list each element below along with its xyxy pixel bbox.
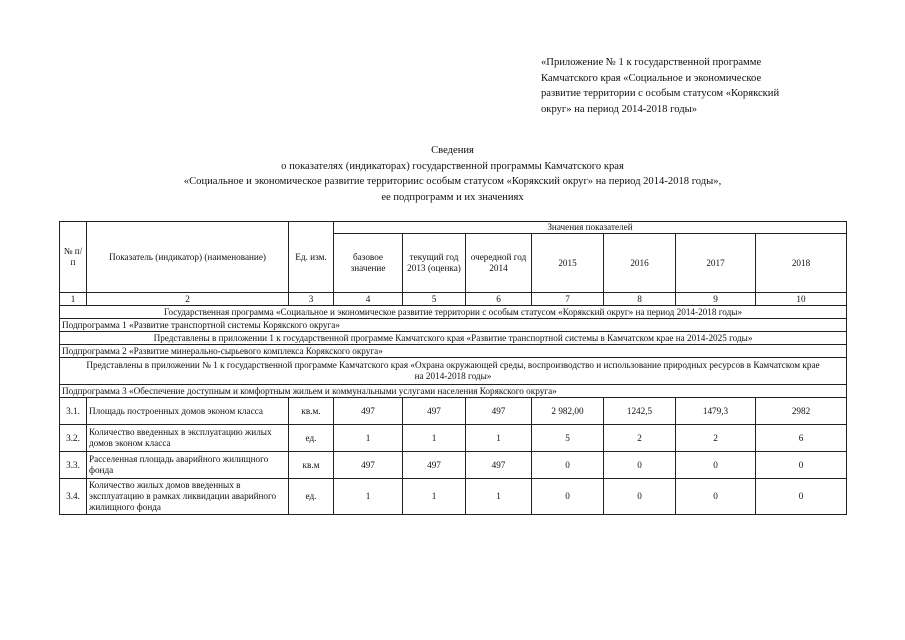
column-number: 2 [87, 293, 289, 306]
subprogram-2-note: Представлены в приложении № 1 к государственной программе Камчатского края «Охрана окружающей среды, воспроизводство и использование природных ресурсов в Камчатском крае на 2014-2018 годы» [60, 358, 847, 385]
row-current: 1 [403, 479, 466, 515]
row-2016: 2 [604, 425, 676, 452]
row-2017: 0 [676, 452, 756, 479]
document-heading [60, 143, 845, 205]
table-row [60, 479, 847, 515]
row-number: 3.4. [60, 479, 87, 515]
program-row [60, 306, 847, 319]
row-indicator: Количество введенных в эксплуатацию жилых домов эконом класса [87, 425, 289, 452]
column-number: 8 [604, 293, 676, 306]
row-2015: 2 982,00 [532, 398, 604, 425]
row-2015: 0 [532, 452, 604, 479]
row-base: 497 [334, 452, 403, 479]
heading-title: Сведения [431, 145, 474, 156]
program-title: Государственная программа «Социальное и экономическое развитие территории с особым статусом «Корякский округ» на период 2014-2018 годы» [60, 306, 847, 319]
table-row [60, 452, 847, 479]
row-unit: ед. [289, 425, 334, 452]
row-2017: 1479,3 [676, 398, 756, 425]
table-row [60, 425, 847, 452]
row-2015: 0 [532, 479, 604, 515]
subprogram-row [60, 385, 847, 398]
row-2017: 0 [676, 479, 756, 515]
column-number: 4 [334, 293, 403, 306]
column-number: 9 [676, 293, 756, 306]
header-year: 2016 [604, 234, 676, 293]
row-2018: 6 [756, 425, 847, 452]
row-current: 497 [403, 398, 466, 425]
row-number: 3.2. [60, 425, 87, 452]
row-indicator: Расселенная площадь аварийного жилищного фонда [87, 452, 289, 479]
row-2016: 0 [604, 479, 676, 515]
column-number: 7 [532, 293, 604, 306]
row-next: 497 [466, 398, 532, 425]
header-current: текущий год 2013 (оценка) [403, 234, 466, 293]
header-indicator: Показатель (индикатор) (наименование) [87, 222, 289, 293]
row-2018: 0 [756, 479, 847, 515]
row-2015: 5 [532, 425, 604, 452]
row-next: 1 [466, 479, 532, 515]
indicators-table [59, 221, 847, 515]
header-values-group: Значения показателей [334, 222, 847, 234]
subprogram-2-title: Подпрограмма 2 «Развитие минерально-сырьевого комплекса Корякского округа» [60, 345, 847, 358]
header-group-row [60, 222, 847, 234]
row-2018: 0 [756, 452, 847, 479]
header-unit: Ед. изм. [289, 222, 334, 293]
subprogram-3-title: Подпрограмма 3 «Обеспечение доступным и комфортным жильем и коммунальными услугами населения Корякского округа» [60, 385, 847, 398]
subprogram-row [60, 319, 847, 332]
column-numbers-row [60, 293, 847, 306]
appendix-line: развитие территории с особым статусом «Корякский [541, 88, 780, 100]
row-2016: 1242,5 [604, 398, 676, 425]
row-base: 1 [334, 425, 403, 452]
column-number: 3 [289, 293, 334, 306]
header-year: 2015 [532, 234, 604, 293]
subprogram-note-row [60, 332, 847, 345]
row-base: 497 [334, 398, 403, 425]
heading-line: «Социальное и экономическое развитие территориис особым статусом «Корякский округ» на период 2014-2018 годы», [183, 176, 722, 187]
row-unit: кв.м. [289, 398, 334, 425]
row-current: 497 [403, 452, 466, 479]
appendix-line: «Приложение № 1 к государственной программе [541, 57, 762, 68]
heading-line: о показателях (индикаторах) государственной программы Камчатского края [281, 160, 624, 172]
subprogram-1-title: Подпрограмма 1 «Развитие транспортной системы Корякского округа» [60, 319, 847, 332]
header-next: очередной год 2014 [466, 234, 532, 293]
header-year: 2018 [756, 234, 847, 293]
column-number: 1 [60, 293, 87, 306]
row-2017: 2 [676, 425, 756, 452]
subprogram-1-note: Представлены в приложении 1 к государственной программе Камчатского края «Развитие транспортной системы в Камчатском крае на 2014-2025 годы» [60, 332, 847, 345]
appendix-line: Камчатского края «Социальное и экономическое [541, 72, 762, 84]
appendix-note [541, 55, 841, 117]
subprogram-note-row [60, 358, 847, 385]
column-number: 6 [466, 293, 532, 306]
subprogram-row [60, 345, 847, 358]
row-next: 497 [466, 452, 532, 479]
row-2016: 0 [604, 452, 676, 479]
table-row [60, 398, 847, 425]
appendix-line: округ» на период 2014-2018 годы» [541, 103, 698, 115]
row-number: 3.3. [60, 452, 87, 479]
header-year: 2017 [676, 234, 756, 293]
header-base: базовое значение [334, 234, 403, 293]
column-number: 5 [403, 293, 466, 306]
row-base: 1 [334, 479, 403, 515]
header-num: № п/п [60, 222, 87, 293]
column-number: 10 [756, 293, 847, 306]
row-next: 1 [466, 425, 532, 452]
row-number: 3.1. [60, 398, 87, 425]
row-unit: ед. [289, 479, 334, 515]
heading-line: ее подпрограмм и их значениях [381, 191, 524, 203]
row-2018: 2982 [756, 398, 847, 425]
row-current: 1 [403, 425, 466, 452]
row-indicator: Площадь построенных домов эконом класса [87, 398, 289, 425]
row-indicator: Количество жилых домов введенных в эксплуатацию в рамках ликвидации аварийного жилищного фонда [87, 479, 289, 515]
row-unit: кв.м [289, 452, 334, 479]
